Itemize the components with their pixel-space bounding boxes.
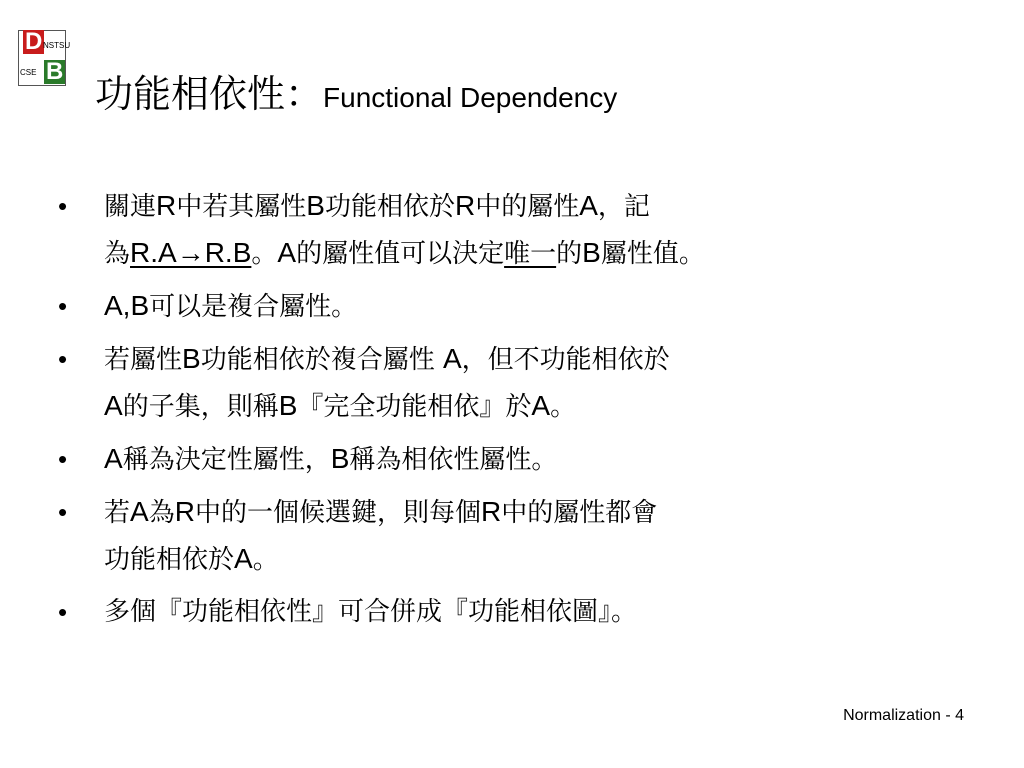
text: 為	[148, 498, 175, 528]
text: B	[278, 390, 298, 421]
bullet-1-line-2	[104, 230, 1008, 277]
text: B	[182, 343, 201, 374]
text: R	[454, 190, 476, 221]
text: 若	[104, 498, 131, 528]
text: A	[531, 390, 551, 421]
bullet-item-4	[58, 436, 1008, 483]
bullet-item-5	[58, 489, 1008, 583]
text: 中的屬性	[475, 192, 580, 222]
text: 多個『功能相依性』可合併成『功能相依圖』。	[104, 597, 638, 627]
text: A	[579, 190, 598, 221]
bullet-item-6	[58, 589, 1008, 635]
bullet-list	[58, 183, 1008, 641]
text: 可以是複合屬性。	[149, 292, 358, 322]
slide-footer: Normalization - 4	[843, 707, 964, 724]
text: 稱為相依性屬性。	[349, 445, 558, 475]
text: B	[330, 443, 350, 474]
text: 關連	[104, 192, 157, 222]
text: 的	[556, 239, 583, 269]
bullet-item-2	[58, 283, 1008, 330]
bullet-item-1	[58, 183, 1008, 277]
text: ，但不功能相依於	[461, 345, 670, 375]
text: 的子集，則稱	[122, 392, 279, 422]
logo-org: NSTSU	[43, 41, 71, 50]
text: A	[104, 390, 123, 421]
bullet-3-line-2	[104, 383, 1008, 430]
text: 中的屬性都會	[501, 498, 658, 528]
bullet-item-3	[58, 336, 1008, 430]
title-en: Functional Dependency	[323, 82, 618, 113]
text: B	[582, 237, 601, 268]
text: A	[442, 343, 462, 374]
text: R	[156, 190, 177, 221]
text: 。	[252, 545, 279, 575]
text: ，記	[597, 192, 650, 222]
text: 中若其屬性	[176, 192, 307, 222]
text: A	[277, 237, 297, 268]
emphasis-underlined: 唯一	[504, 239, 557, 269]
text: 為	[104, 239, 131, 269]
text: 功能相依於	[104, 545, 235, 575]
text: R	[174, 496, 195, 527]
text: 功能相依於	[324, 192, 455, 222]
logo-letter-b: B	[46, 58, 64, 85]
text: A	[104, 443, 123, 474]
text: 屬性值。	[600, 239, 705, 269]
logo	[18, 28, 71, 86]
slide-title	[95, 72, 617, 118]
text: B	[306, 190, 325, 221]
bullet-3-line-1	[104, 336, 1008, 383]
text: A,B	[104, 290, 150, 321]
text: 的屬性值可以決定	[296, 239, 505, 269]
text: A	[130, 496, 149, 527]
text: 中的一個候選鍵，則每個	[194, 498, 481, 528]
text: A	[234, 543, 253, 574]
title-zh: 功能相依性：	[95, 72, 324, 116]
bullet-1-line-1	[104, 183, 1008, 230]
text: 功能相依於複合屬性	[200, 345, 443, 375]
notation-underlined: R.A→R.B	[130, 237, 252, 268]
text: 。	[251, 239, 278, 269]
text: R	[480, 496, 502, 527]
text: 『完全功能相依』於	[297, 392, 532, 422]
text: 若屬性	[104, 345, 183, 375]
logo-letter-d: D	[25, 28, 43, 55]
text: 稱為決定性屬性，	[122, 445, 331, 475]
bullet-5-line-1	[104, 489, 1008, 536]
bullet-5-line-2	[104, 536, 1008, 583]
logo-dept: CSE	[20, 68, 37, 77]
text: 。	[550, 392, 577, 422]
